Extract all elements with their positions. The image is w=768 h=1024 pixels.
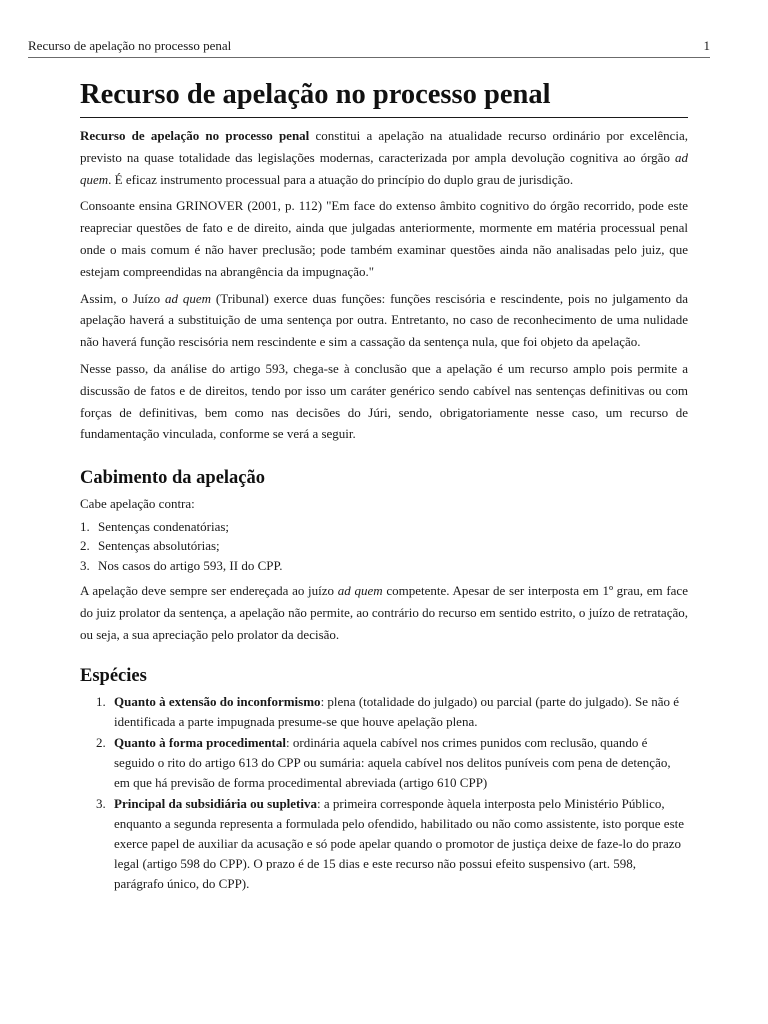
- list-item: [96, 692, 688, 732]
- intro-text-b: . É eficaz instrumento processual para a atuação do princípio do duplo grau de jurisdição.: [108, 171, 574, 187]
- list-item-body: : plena (totalidade do julgado) ou parcial (parte do julgado). Se não é identificada a parte impugnada presume-se que houve apelação plena.: [114, 693, 680, 729]
- list-item-text: Sentenças absolutórias;: [98, 538, 220, 554]
- list-item-bold: Quanto à extensão do inconformismo: [114, 693, 321, 709]
- adquem-text-b: (Tribunal) exerce duas funções: funções rescisória e rescindente, pois no julgamento da apelação haverá a substituição de uma sentença por outra. Entretanto, no caso de reconhecimento de uma nulidade não haverá função rescisória nem rescindente e sim a cassação da sentença nula, que foi objeto da apelação.: [80, 290, 689, 350]
- list-item: [96, 794, 688, 894]
- section-heading-cabimento: Cabimento da apelação: [80, 468, 265, 489]
- adquem-italic: ad quem: [165, 290, 212, 306]
- list-item-text: [114, 794, 688, 894]
- intro-term: Recurso de apelação no processo penal: [80, 128, 310, 143]
- especies-list: [80, 692, 688, 894]
- list-item: [80, 517, 688, 537]
- list-item-number: 1.: [80, 518, 90, 534]
- list-item-text: [114, 692, 688, 732]
- cabimento-list: [80, 517, 688, 576]
- article-body: [80, 78, 688, 895]
- list-item-text: Sentenças condenatórias;: [98, 518, 230, 534]
- cabimento-intro: Cabe apelação contra:: [80, 496, 195, 512]
- list-item-number: 1.: [96, 693, 106, 709]
- grinover-paragraph: Consoante ensina GRINOVER (2001, p. 112) "Em face do extenso âmbito cognitivo do órgão recorrido, pode este reapreciar questões de fato e de direito, ainda que julgadas anteriormente, mormente em matéria processual penal onde o mais comum é não haver preclusão; pode também examinar questões ainda não analisadas pelo juiz, que estejam compreendidas na abrangência da impugnação.": [80, 198, 688, 279]
- page-number: 1: [703, 38, 710, 53]
- list-item-bold: Principal da subsidiária ou supletiva: [114, 795, 317, 811]
- list-item-body: : ordinária aquela cabível nos crimes punidos com reclusão, quando é seguido o rito do artigo 613 do CPP ou sumária: aquela cabível nos delitos puníveis com pena de detenção, em que há previsão de forma procedimental abreviada (artigo 610 CPP): [114, 734, 671, 790]
- list-item: [96, 733, 688, 793]
- cabimento-text-b: competente. Apesar de ser interposta em 1º grau, em face do juiz prolator da sentença, a apelação não permite, ao contrário do recurso em sentido estrito, o juízo de retratação, ou seja, a sua apreciação pelo prolator da decisão.: [80, 583, 688, 643]
- adquem-text-a: Assim, o Juízo: [80, 290, 166, 306]
- intro-text-a: constitui a apelação na atualidade recurso ordinário por excelência, previsto na quase totalidade das legislações modernas, caracterizada por ampla devolução cognitiva ao órgão: [80, 128, 688, 165]
- running-title: Recurso de apelação no processo penal: [28, 38, 232, 53]
- artigo-593-paragraph: Nesse passo, da análise do artigo 593, chega-se à conclusão que a apelação é um recurso amplo pois permite a discussão de fatos e de direitos, tendo por isso um caráter genérico sendo cabível nas sentenças definitivas ou com forças de definitivas, bem como nas decisões do Júri, sendo, obrigatoriamente nesse caso, um recurso de fundamentação vinculada, conforme se verá a seguir.: [80, 360, 688, 442]
- running-header: [28, 38, 710, 58]
- list-item: [80, 556, 688, 576]
- ad-quem-paragraph: [80, 288, 688, 353]
- list-item-number: 3.: [96, 795, 106, 811]
- intro-italic: ad quem: [80, 149, 688, 187]
- intro-paragraph: [80, 125, 688, 190]
- list-item: [80, 536, 688, 556]
- cabimento-italic: ad quem: [337, 583, 383, 599]
- list-item-number: 2.: [80, 538, 90, 554]
- list-item-text: [114, 733, 688, 793]
- page-title: Recurso de apelação no processo penal: [80, 78, 688, 118]
- cabimento-paragraph: [80, 580, 688, 645]
- section-heading-especies: Espécies: [80, 665, 147, 686]
- list-item-number: 2.: [96, 734, 106, 750]
- list-item-number: 3.: [80, 557, 90, 573]
- list-item-text: Nos casos do artigo 593, II do CPP.: [98, 557, 283, 573]
- list-item-bold: Quanto à forma procedimental: [114, 734, 286, 750]
- cabimento-text-a: A apelação deve sempre ser endereçada ao juízo: [80, 583, 338, 599]
- list-item-body: : a primeira corresponde àquela interposta pelo Ministério Público, enquanto a segunda representa a formulada pelo ofendido, habilitado ou não como assistente, isto porque este exerce papel de auxiliar da acusação e só pode apelar quando o promotor de justiça deixe de faze-lo do prazo legal (artigo 598 do CPP). O prazo é de 15 dias e este recurso não possui efeito suspensivo (art. 598, parágrafo único, do CPP).: [114, 795, 685, 891]
